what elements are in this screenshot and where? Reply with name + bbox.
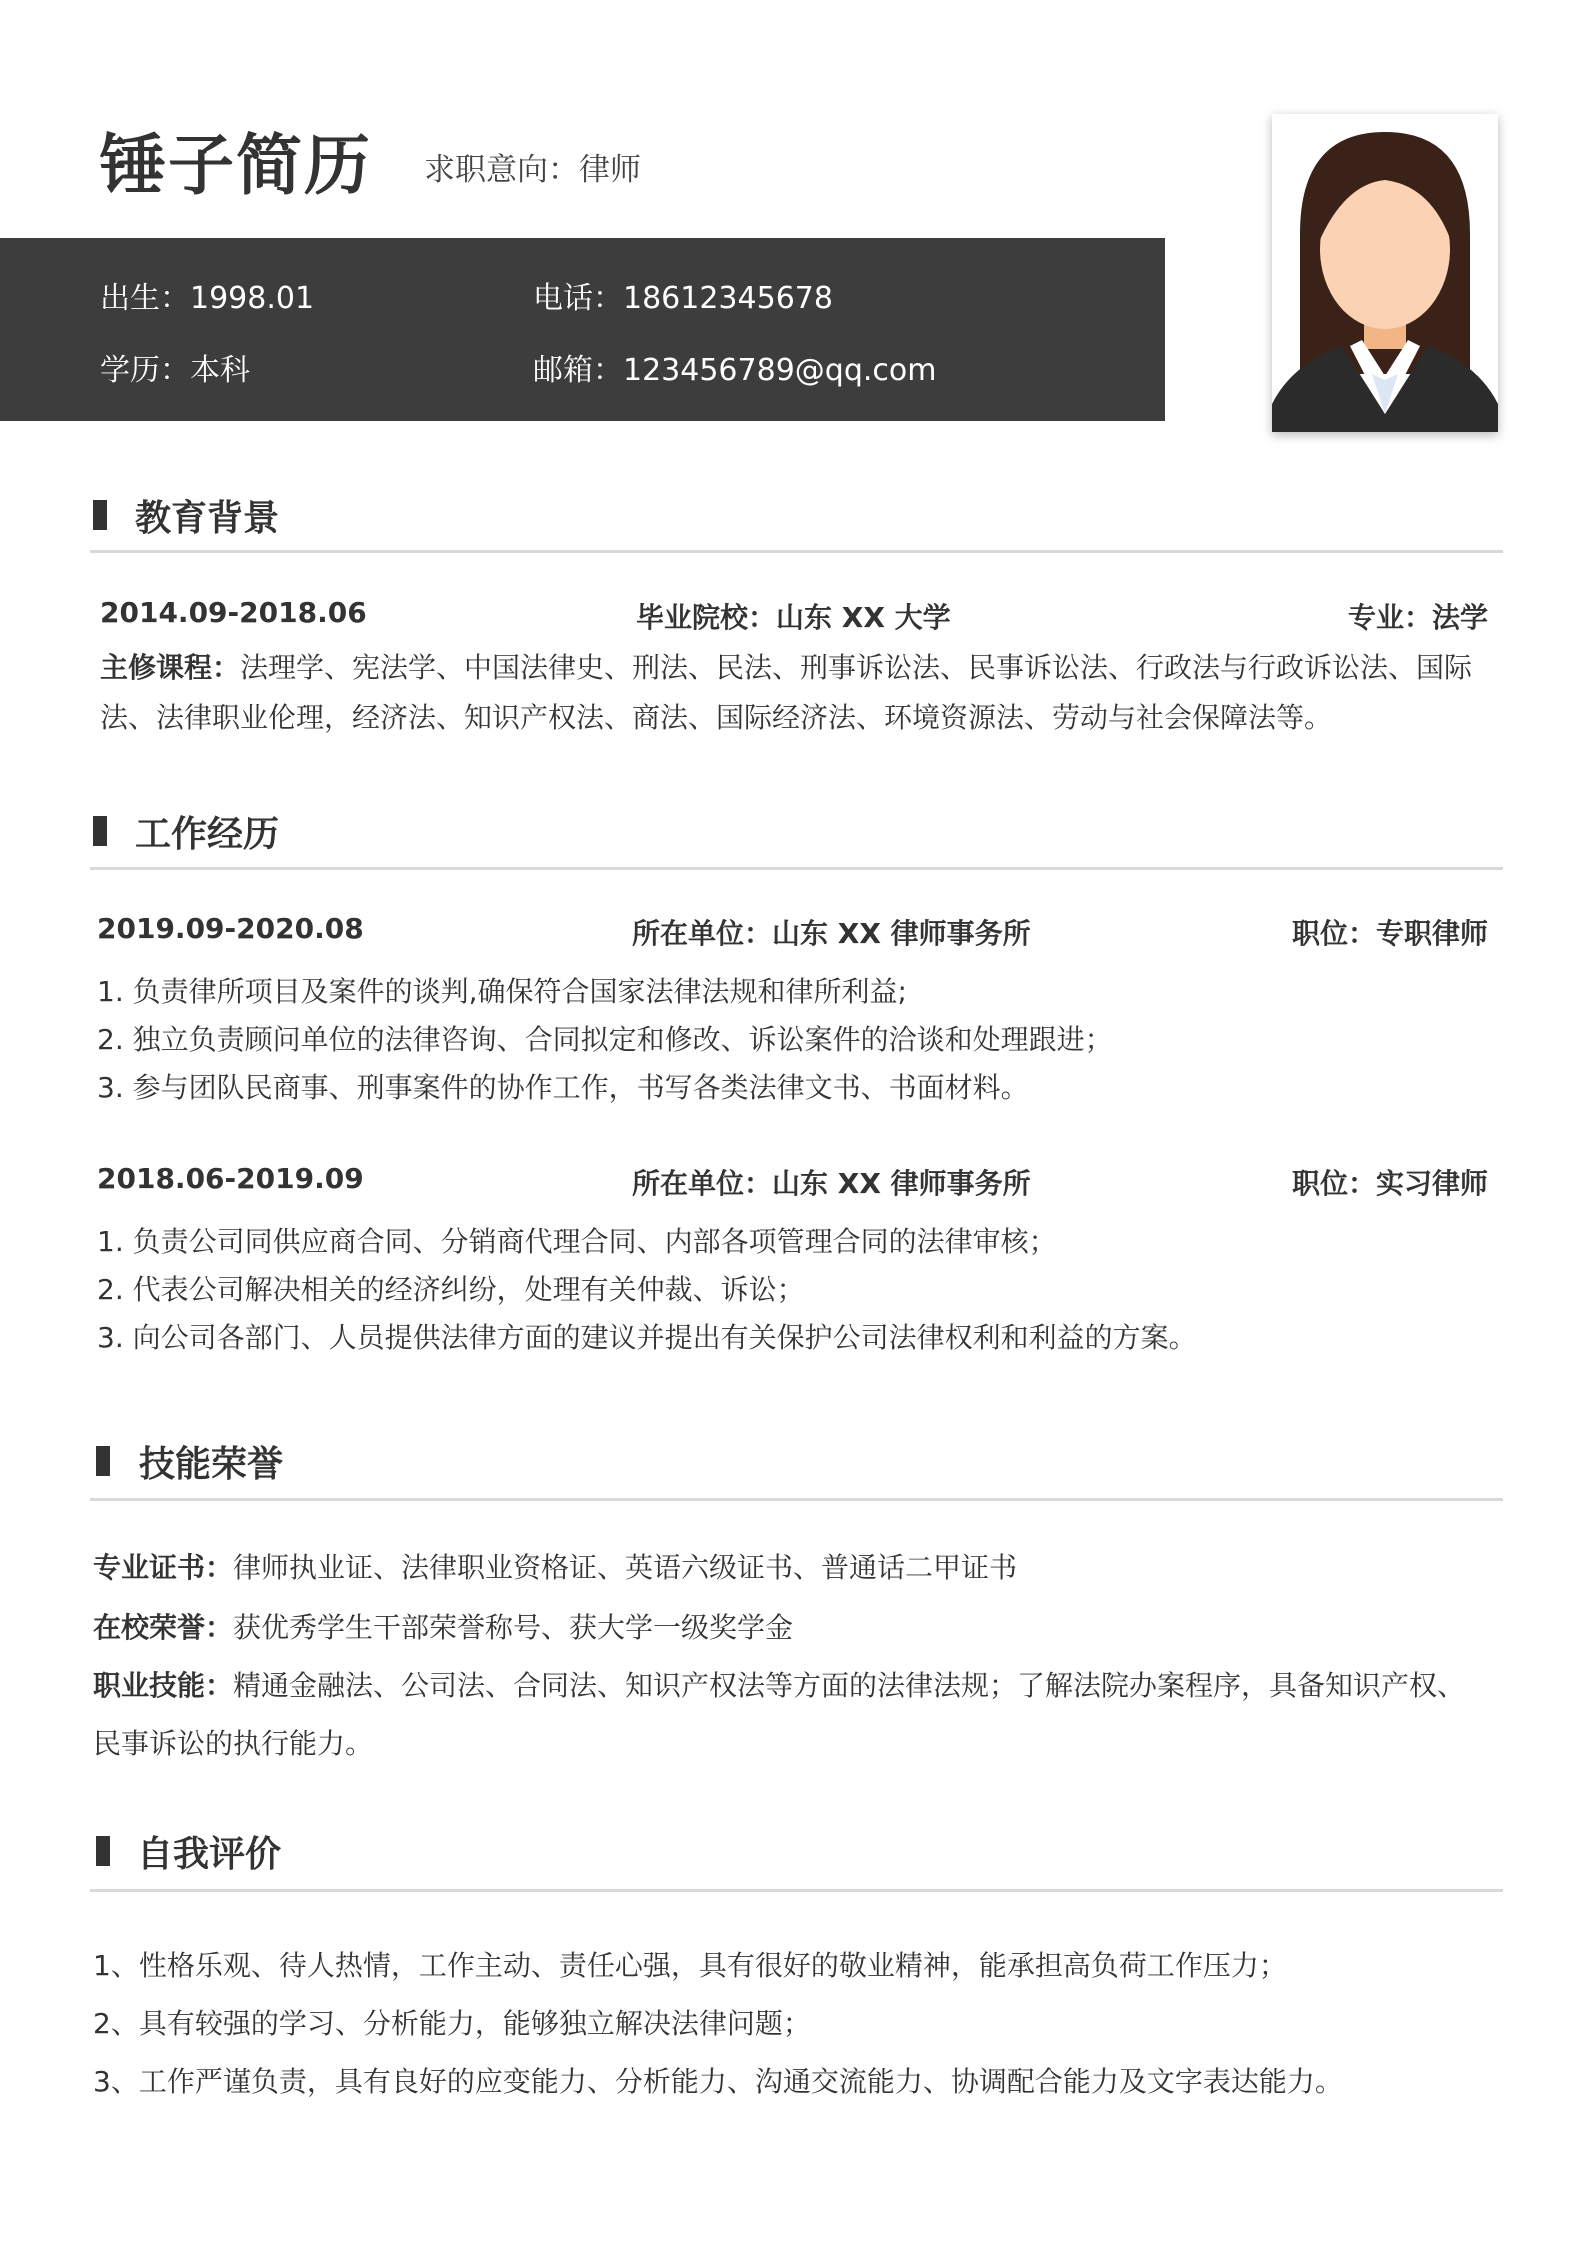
skills-divider: [90, 1498, 1503, 1501]
job-intent-label: 求职意向：: [424, 152, 579, 188]
email-info: 邮箱：123456789@qq.com: [533, 353, 937, 388]
education-divider: [90, 550, 1503, 553]
skills-row: [93, 1664, 1465, 1704]
self-eval-section-title: 自我评价: [137, 1834, 282, 1875]
degree-info: 学历：本科: [100, 353, 250, 388]
self-eval-section-marker: [96, 1836, 110, 1866]
self-eval-item: 3、工作严谨负责，具有良好的应变能力、分析能力、沟通交流能力、协调配合能力及文字表达能力。: [93, 2065, 1343, 2098]
education-section-title: 教育背景: [135, 498, 280, 539]
education-school: 毕业院校：山东 XX 大学: [636, 601, 951, 634]
education-period: 2014.09-2018.06: [100, 596, 367, 629]
skills-section-marker: [96, 1446, 110, 1476]
courses-line-1: [100, 646, 1472, 686]
profile-photo: [1272, 114, 1498, 432]
skills-section-title: 技能荣誉: [139, 1444, 284, 1485]
work-divider: [90, 867, 1503, 870]
job-duty: 2. 代表公司解决相关的经济纠纷，处理有关仲裁、诉讼；: [97, 1273, 805, 1306]
education-major: 专业：法学: [1347, 601, 1488, 634]
courses-line-2: 法、法律职业伦理，经济法、知识产权法、商法、国际经济法、环境资源法、劳动与社会保障法等。: [100, 701, 1333, 734]
skills-value-1: 精通金融法、公司法、合同法、知识产权法等方面的法律法规；了解法院办案程序，具备知识产权、: [233, 1669, 1466, 1702]
education-section-marker: [93, 500, 107, 530]
work-section-marker: [93, 816, 107, 846]
courses-label: 主修课程：: [100, 651, 241, 684]
honors-row: [93, 1606, 793, 1646]
courses-text-1: 法理学、宪法学、中国法律史、刑法、民法、刑事诉讼法、民事诉讼法、行政法与行政诉讼法、国际: [240, 651, 1473, 684]
self-eval-item: 2、具有较强的学习、分析能力，能够独立解决法律问题；: [93, 2007, 811, 2040]
skills-value-2: 民事诉讼的执行能力。: [93, 1727, 374, 1760]
resume-title: 锤子简历: [100, 127, 372, 204]
job-period: 2019.09-2020.08: [97, 912, 364, 945]
birth-info: 出生：1998.01: [100, 281, 315, 316]
certificates-row: [93, 1546, 1017, 1586]
job-position: 职位：专职律师: [1291, 917, 1488, 950]
job-duty: 2. 独立负责顾问单位的法律咨询、合同拟定和修改、诉讼案件的洽谈和处理跟进；: [97, 1023, 1113, 1056]
skills-label: 职业技能：: [93, 1669, 234, 1702]
work-section-title: 工作经历: [135, 814, 280, 855]
job-position: 职位：实习律师: [1291, 1167, 1488, 1200]
job-company: 所在单位：山东 XX 律师事务所: [632, 1167, 1031, 1200]
job-intent: [424, 144, 641, 189]
job-period: 2018.06-2019.09: [97, 1162, 364, 1195]
job-duty: 1. 负责公司同供应商合同、分销商代理合同、内部各项管理合同的法律审核；: [97, 1225, 1057, 1258]
job-duty: 3. 向公司各部门、人员提供法律方面的建议并提出有关保护公司法律权利和利益的方案。: [97, 1321, 1197, 1354]
avatar-woman-icon: [1272, 114, 1498, 432]
honors-label: 在校荣誉：: [93, 1611, 234, 1644]
honors-value: 获优秀学生干部荣誉称号、获大学一级奖学金: [233, 1611, 794, 1644]
self-eval-divider: [90, 1889, 1503, 1892]
job-company: 所在单位：山东 XX 律师事务所: [632, 917, 1031, 950]
job-duty: 1. 负责律所项目及案件的谈判,确保符合国家法律法规和律所利益;: [97, 975, 907, 1008]
certificates-label: 专业证书：: [93, 1551, 234, 1584]
self-eval-item: 1、性格乐观、待人热情，工作主动、责任心强，具有很好的敬业精神，能承担高负荷工作压力；: [93, 1949, 1287, 1982]
job-intent-value: 律师: [579, 152, 641, 188]
info-bar: [0, 238, 1165, 421]
job-duty: 3. 参与团队民商事、刑事案件的协作工作，书写各类法律文书、书面材料。: [97, 1071, 1029, 1104]
certificates-value: 律师执业证、法律职业资格证、英语六级证书、普通话二甲证书: [233, 1551, 1018, 1584]
phone-info: 电话：18612345678: [533, 281, 833, 316]
